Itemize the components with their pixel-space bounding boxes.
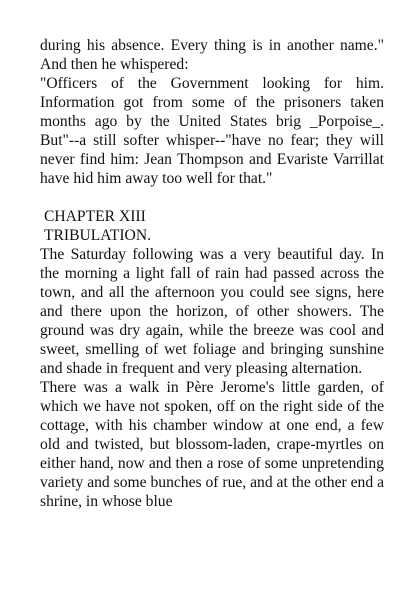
paragraph-gap: [40, 188, 384, 207]
paragraph: "Officers of the Government looking for him. Information got from some of the prisoners taken months ago by the United States brig _Porpoise_. But"--a still softer whisper--"have no fear; they will never find him: Jean Thompson and Evariste Varrillat have hid him away too well for that.": [40, 75, 384, 187]
paragraph: The Saturday following was a very beautiful day. In the morning a light fall of rain had passed across the town, and all the afternoon you could see signs, here and there upon the horizon, of other showers. The ground was dry again, while the breeze was cool and sweet, smelling of wet foliage and bringing sunshine and shade in frequent and very pleasing alternation.: [40, 246, 384, 377]
document-page: [40, 36, 384, 511]
chapter-number: CHAPTER XIII: [44, 208, 146, 225]
chapter-title: TRIBULATION.: [44, 227, 151, 244]
paragraph: There was a walk in Père Jerome's little garden, of which we have not spoken, off on the right side of the cottage, with his chamber window at one end, a few old and twisted, but blossom-laden, crape-myrtles on either hand, now and then a rose of some unpretending variety and some bunches of rue, and at the other end a shrine, in whose blue: [40, 379, 384, 510]
paragraph: during his absence. Every thing is in another name." And then he whispered:: [40, 37, 384, 73]
